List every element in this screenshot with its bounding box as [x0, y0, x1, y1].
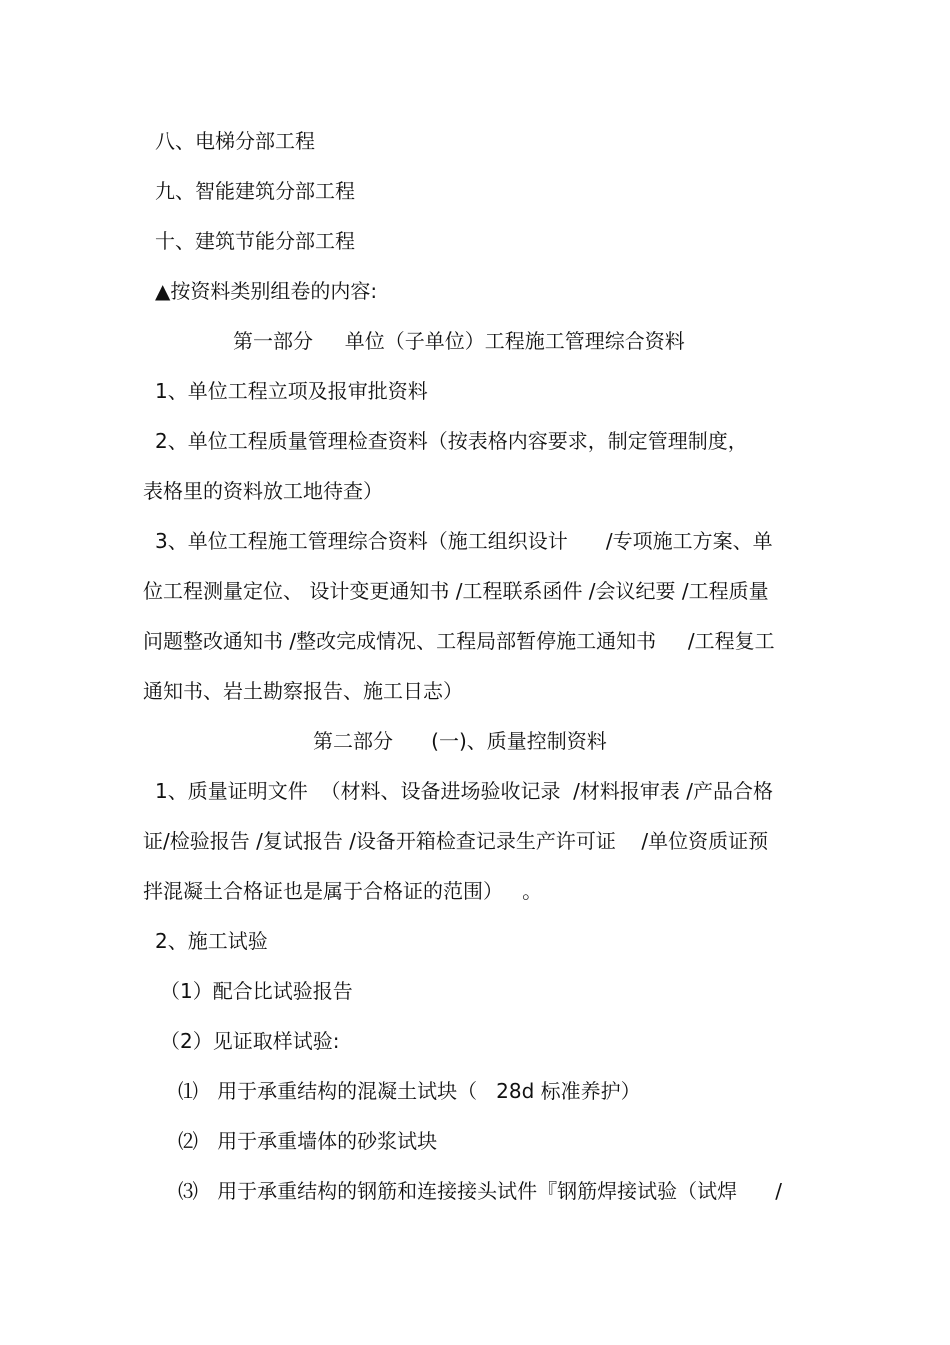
text-line: 证/检验报告 /复试报告 /设备开箱检查记录生产许可证 /单位资质证预: [143, 829, 769, 853]
text-line: 八、电梯分部工程: [155, 129, 315, 153]
text-line: 2、单位工程质量管理检查资料（按表格内容要求，制定管理制度，: [155, 429, 748, 453]
section-heading: 第二部分 (一)、质量控制资料: [313, 729, 607, 753]
text-line: （2）见证取样试验:: [160, 1029, 340, 1053]
text-line: 问题整改通知书 /整改完成情况、工程局部暂停施工通知书 /工程复工: [143, 629, 775, 653]
text-line: 通知书、岩土勘察报告、施工日志）: [143, 679, 463, 703]
text-line: 位工程测量定位、 设计变更通知书 /工程联系函件 /会议纪要 /工程质量: [143, 579, 769, 603]
text-line: 拌混凝土合格证也是属于合格证的范围） 。: [143, 879, 543, 903]
text-line: 1、单位工程立项及报审批资料: [155, 379, 428, 403]
text-line: ⑶ 用于承重结构的钢筋和连接接头试件『钢筋焊接试验（试焊 /: [178, 1179, 782, 1203]
text-line: 表格里的资料放工地待查）: [143, 479, 383, 503]
section-heading: 第一部分 单位（子单位）工程施工管理综合资料: [233, 329, 685, 353]
text-line: ▲按资料类别组卷的内容:: [155, 279, 378, 303]
text-line: ⑵ 用于承重墙体的砂浆试块: [178, 1129, 438, 1153]
text-line: 3、单位工程施工管理综合资料（施工组织设计 /专项施工方案、单: [155, 529, 773, 553]
text-line: 十、建筑节能分部工程: [155, 229, 355, 253]
text-line: 九、智能建筑分部工程: [155, 179, 355, 203]
text-line: ⑴ 用于承重结构的混凝土试块（ 28d 标准养护）: [178, 1079, 641, 1103]
text-line: （1）配合比试验报告: [160, 979, 353, 1003]
text-line: 2、施工试验: [155, 929, 268, 953]
text-line: 1、质量证明文件 （材料、设备进场验收记录 /材料报审表 /产品合格: [155, 779, 773, 803]
